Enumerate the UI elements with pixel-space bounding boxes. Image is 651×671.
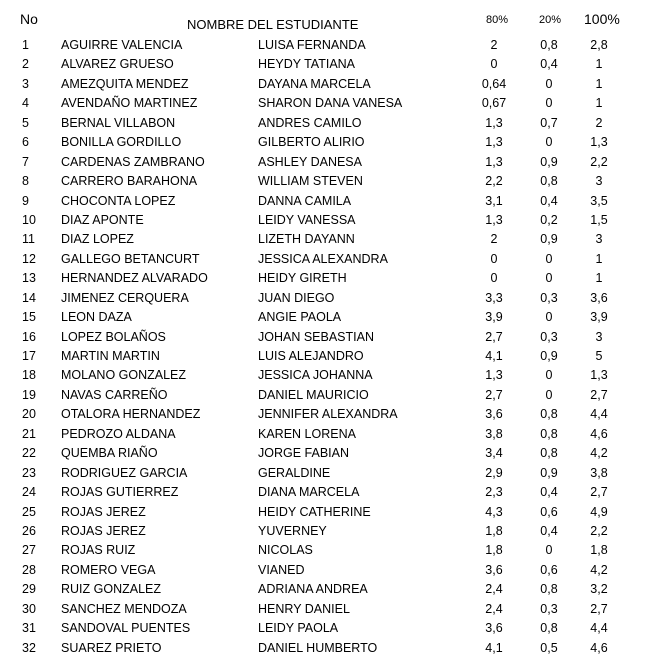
grade-100-percent: 2,2	[590, 523, 608, 538]
table-row	[0, 503, 651, 522]
grade-20-percent: 0,3	[540, 601, 558, 616]
table-row	[0, 386, 651, 405]
grade-100-percent: 4,2	[590, 562, 608, 577]
student-surnames: PEDROZO ALDANA	[61, 426, 176, 441]
table-row	[0, 308, 651, 327]
grade-80-percent: 1,3	[485, 154, 503, 169]
grade-80-percent: 3,3	[485, 290, 503, 305]
grade-80-percent: 3,9	[485, 310, 503, 325]
grade-100-percent: 3,2	[590, 582, 608, 597]
table-row	[0, 250, 651, 269]
table-row	[0, 366, 651, 385]
grade-100-percent: 1,8	[590, 543, 608, 558]
grade-20-percent: 0	[545, 135, 553, 150]
grade-80-percent: 0	[490, 251, 498, 266]
grade-80-percent: 2	[490, 232, 498, 247]
grade-20-percent: 0,9	[540, 349, 558, 363]
grade-100-percent: 2,7	[590, 601, 608, 616]
table-row	[0, 600, 651, 619]
grade-80-percent: 4,1	[485, 640, 503, 655]
student-number: 27	[22, 543, 36, 558]
grade-20-percent: 0	[545, 543, 553, 558]
grade-20-percent: 0,8	[540, 582, 558, 597]
header-student-name: NOMBRE DEL ESTUDIANTE	[187, 17, 359, 32]
grade-20-percent: 0,2	[540, 212, 558, 227]
student-number: 28	[22, 562, 36, 577]
student-given-names: JORGE FABIAN	[258, 446, 349, 461]
grade-80-percent: 2,7	[485, 387, 503, 402]
table-row	[0, 192, 651, 211]
grade-20-percent: 0	[545, 251, 553, 266]
student-number: 12	[22, 251, 36, 266]
student-surnames: OTALORA HERNANDEZ	[61, 407, 201, 422]
grade-100-percent: 1	[595, 57, 603, 72]
grade-100-percent: 1	[595, 76, 603, 91]
student-surnames: ROMERO VEGA	[61, 562, 156, 577]
grade-20-percent: 0,4	[540, 193, 558, 208]
student-given-names: JENNIFER ALEXANDRA	[258, 407, 398, 422]
student-given-names: YUVERNEY	[258, 523, 327, 538]
student-surnames: AMEZQUITA MENDEZ	[61, 76, 189, 91]
student-number: 18	[22, 368, 36, 383]
header-100-percent: 100%	[584, 11, 620, 27]
grade-80-percent: 3,6	[485, 621, 503, 636]
student-number: 23	[22, 465, 36, 480]
student-number: 14	[22, 290, 36, 305]
student-surnames: JIMENEZ CERQUERA	[61, 290, 189, 305]
grade-20-percent: 0,8	[540, 621, 558, 636]
student-surnames: DIAZ APONTE	[61, 212, 144, 227]
student-number: 8	[22, 174, 29, 189]
table-row	[0, 580, 651, 599]
grade-20-percent: 0	[545, 387, 553, 402]
grade-80-percent: 2,4	[485, 582, 503, 597]
table-row	[0, 269, 651, 288]
student-given-names: VIANED	[258, 562, 305, 577]
table-row	[0, 619, 651, 638]
student-number: 7	[22, 154, 29, 169]
grade-100-percent: 3	[595, 329, 603, 344]
grade-80-percent: 0	[490, 57, 498, 72]
student-number: 17	[22, 349, 36, 363]
student-surnames: BONILLA GORDILLO	[61, 135, 182, 150]
table-row	[0, 153, 651, 172]
grade-100-percent: 2	[595, 115, 603, 130]
student-surnames: LEON DAZA	[61, 310, 132, 325]
student-given-names: LEIDY VANESSA	[258, 212, 356, 227]
table-row	[0, 55, 651, 74]
grade-80-percent: 3,8	[485, 426, 503, 441]
table-row	[0, 114, 651, 133]
student-surnames: SANCHEZ MENDOZA	[61, 601, 187, 616]
table-row	[0, 94, 651, 113]
grade-20-percent: 0	[545, 368, 553, 383]
grade-80-percent: 1,3	[485, 212, 503, 227]
grade-80-percent: 2	[490, 38, 498, 52]
grade-20-percent: 0,5	[540, 640, 558, 655]
student-given-names: GERALDINE	[258, 465, 331, 480]
grade-20-percent: 0,4	[540, 523, 558, 538]
student-number: 4	[22, 96, 29, 111]
student-surnames: QUEMBA RIAÑO	[61, 446, 158, 461]
student-given-names: SHARON DANA VANESA	[258, 96, 403, 111]
table-row	[0, 347, 651, 366]
student-given-names: LEIDY PAOLA	[258, 621, 339, 636]
grade-100-percent: 4,4	[590, 621, 608, 636]
student-surnames: ROJAS RUIZ	[61, 543, 136, 558]
grade-80-percent: 3,6	[485, 562, 503, 577]
grade-80-percent: 0	[490, 271, 498, 286]
student-given-names: WILLIAM STEVEN	[258, 174, 363, 189]
grade-100-percent: 1,3	[590, 368, 608, 383]
grade-100-percent: 2,2	[590, 154, 608, 169]
grade-100-percent: 3	[595, 174, 603, 189]
grade-100-percent: 4,6	[590, 426, 608, 441]
grade-20-percent: 0,7	[540, 115, 558, 130]
student-surnames: ROJAS JEREZ	[61, 523, 146, 538]
grade-20-percent: 0,8	[540, 426, 558, 441]
student-number: 13	[22, 271, 36, 286]
table-row	[0, 328, 651, 347]
grade-80-percent: 1,8	[485, 543, 503, 558]
student-number: 25	[22, 504, 36, 519]
grade-80-percent: 2,2	[485, 174, 503, 189]
grade-100-percent: 2,7	[590, 387, 608, 402]
student-number: 16	[22, 329, 36, 344]
table-row	[0, 230, 651, 249]
student-number: 19	[22, 387, 36, 402]
student-given-names: ANGIE PAOLA	[258, 310, 342, 325]
student-given-names: HEYDY TATIANA	[258, 57, 356, 72]
student-given-names: DANNA CAMILA	[258, 193, 352, 208]
table-row	[0, 172, 651, 191]
student-given-names: LUIS ALEJANDRO	[258, 349, 364, 363]
student-given-names: HEIDY CATHERINE	[258, 504, 371, 519]
grade-100-percent: 3,5	[590, 193, 608, 208]
table-row	[0, 464, 651, 483]
student-number: 20	[22, 407, 36, 422]
student-number: 32	[22, 640, 36, 655]
student-surnames: ROJAS JEREZ	[61, 504, 146, 519]
student-number: 22	[22, 446, 36, 461]
grade-80-percent: 1,3	[485, 115, 503, 130]
student-given-names: JESSICA JOHANNA	[258, 368, 373, 383]
student-number: 9	[22, 193, 29, 208]
grade-100-percent: 4,9	[590, 504, 608, 519]
grade-80-percent: 1,3	[485, 135, 503, 150]
grade-20-percent: 0,9	[540, 465, 558, 480]
student-number: 10	[22, 212, 36, 227]
student-number: 3	[22, 76, 29, 91]
grade-100-percent: 4,4	[590, 407, 608, 422]
student-number: 26	[22, 523, 36, 538]
grade-20-percent: 0,4	[540, 485, 558, 500]
student-given-names: LUISA FERNANDA	[258, 38, 366, 52]
grade-100-percent: 1,3	[590, 135, 608, 150]
student-surnames: CARDENAS ZAMBRANO	[61, 154, 205, 169]
grade-20-percent: 0,8	[540, 38, 558, 52]
table-row	[0, 444, 651, 463]
table-row	[0, 36, 651, 55]
grade-100-percent: 2,8	[590, 38, 608, 52]
student-given-names: GILBERTO ALIRIO	[258, 135, 365, 150]
student-surnames: SANDOVAL PUENTES	[61, 621, 191, 636]
student-number: 31	[22, 621, 36, 636]
table-row	[0, 541, 651, 560]
student-surnames: MOLANO GONZALEZ	[61, 368, 187, 383]
student-surnames: GALLEGO BETANCURT	[61, 251, 200, 266]
grade-20-percent: 0,9	[540, 154, 558, 169]
grade-80-percent: 4,1	[485, 349, 503, 363]
grade-80-percent: 2,9	[485, 465, 503, 480]
student-given-names: HENRY DANIEL	[258, 601, 350, 616]
grade-20-percent: 0,8	[540, 174, 558, 189]
grade-100-percent: 5	[595, 349, 603, 363]
grade-20-percent: 0	[545, 271, 553, 286]
grade-80-percent: 3,4	[485, 446, 503, 461]
student-surnames: CARRERO BARAHONA	[61, 174, 198, 189]
grade-80-percent: 2,3	[485, 485, 503, 500]
grade-20-percent: 0,3	[540, 329, 558, 344]
student-surnames: CHOCONTA LOPEZ	[61, 193, 176, 208]
student-number: 11	[22, 232, 35, 247]
table-row	[0, 289, 651, 308]
table-row	[0, 522, 651, 541]
grade-20-percent: 0,4	[540, 57, 558, 72]
student-number: 29	[22, 582, 36, 597]
table-row	[0, 405, 651, 424]
student-given-names: DANIEL HUMBERTO	[258, 640, 378, 655]
student-table	[0, 36, 651, 658]
grade-100-percent: 4,6	[590, 640, 608, 655]
grade-100-percent: 4,2	[590, 446, 608, 461]
student-surnames: HERNANDEZ ALVARADO	[61, 271, 208, 286]
grade-20-percent: 0,8	[540, 446, 558, 461]
student-surnames: ROJAS GUTIERREZ	[61, 485, 179, 500]
student-surnames: SUAREZ PRIETO	[61, 640, 162, 655]
student-number: 30	[22, 601, 36, 616]
grade-20-percent: 0	[545, 96, 553, 111]
grade-80-percent: 0,64	[481, 76, 507, 91]
student-given-names: NICOLAS	[258, 543, 313, 558]
student-number: 5	[22, 115, 29, 130]
grade-20-percent: 0,3	[540, 290, 558, 305]
student-surnames: NAVAS CARREÑO	[61, 387, 168, 402]
grade-80-percent: 3,6	[485, 407, 503, 422]
table-row	[0, 561, 651, 580]
grade-80-percent: 1,8	[485, 523, 503, 538]
header-80-percent: 80%	[486, 14, 509, 26]
student-given-names: DIANA MARCELA	[258, 485, 360, 500]
student-given-names: DAYANA MARCELA	[258, 76, 371, 91]
student-given-names: KAREN LORENA	[258, 426, 356, 441]
grade-80-percent: 1,3	[485, 368, 503, 383]
table-row	[0, 639, 651, 658]
student-given-names: JESSICA ALEXANDRA	[258, 251, 388, 266]
grade-20-percent: 0,8	[540, 407, 558, 422]
student-surnames: LOPEZ BOLAÑOS	[61, 329, 166, 344]
grade-20-percent: 0,6	[540, 504, 558, 519]
student-given-names: ASHLEY DANESA	[258, 154, 362, 169]
grade-20-percent: 0,9	[540, 232, 558, 247]
grade-100-percent: 1	[595, 251, 603, 266]
grade-100-percent: 3,6	[590, 290, 608, 305]
grade-80-percent: 0,67	[481, 96, 507, 111]
grade-100-percent: 2,7	[590, 485, 608, 500]
grade-100-percent: 3,8	[590, 465, 608, 480]
grade-100-percent: 1	[595, 96, 603, 111]
student-surnames: DIAZ LOPEZ	[61, 232, 134, 247]
student-given-names: LIZETH DAYANN	[258, 232, 355, 247]
student-surnames: AGUIRRE VALENCIA	[61, 38, 183, 52]
student-given-names: JOHAN SEBASTIAN	[258, 329, 374, 344]
grade-80-percent: 4,3	[485, 504, 503, 519]
table-row	[0, 483, 651, 502]
student-surnames: MARTIN MARTIN	[61, 349, 160, 363]
student-surnames: AVENDAÑO MARTINEZ	[61, 96, 198, 111]
grade-100-percent: 3	[595, 232, 603, 247]
student-given-names: DANIEL MAURICIO	[258, 387, 369, 402]
student-surnames: BERNAL VILLABON	[61, 115, 176, 130]
table-row	[0, 211, 651, 230]
student-surnames: ALVAREZ GRUESO	[61, 57, 174, 72]
grade-80-percent: 2,7	[485, 329, 503, 344]
table-row	[0, 425, 651, 444]
student-number: 2	[22, 57, 29, 72]
header-20-percent: 20%	[539, 14, 562, 26]
table-row	[0, 133, 651, 152]
table-row	[0, 75, 651, 94]
student-surnames: RUIZ GONZALEZ	[61, 582, 162, 597]
grade-80-percent: 3,1	[485, 193, 503, 208]
student-number: 24	[22, 485, 36, 500]
grade-20-percent: 0	[545, 310, 553, 325]
student-given-names: JUAN DIEGO	[258, 290, 335, 305]
grade-100-percent: 1	[595, 271, 603, 286]
student-given-names: ADRIANA ANDREA	[258, 582, 368, 597]
header-no: No	[20, 11, 38, 27]
grade-20-percent: 0	[545, 76, 553, 91]
student-number: 1	[22, 38, 29, 52]
student-given-names: HEIDY GIRETH	[258, 271, 347, 286]
student-number: 21	[22, 426, 36, 441]
student-given-names: ANDRES CAMILO	[258, 115, 362, 130]
grade-100-percent: 1,5	[590, 212, 608, 227]
student-number: 6	[22, 135, 29, 150]
student-number: 15	[22, 310, 36, 325]
grade-100-percent: 3,9	[590, 310, 608, 325]
student-surnames: RODRIGUEZ GARCIA	[61, 465, 188, 480]
grade-80-percent: 2,4	[485, 601, 503, 616]
grade-20-percent: 0,6	[540, 562, 558, 577]
